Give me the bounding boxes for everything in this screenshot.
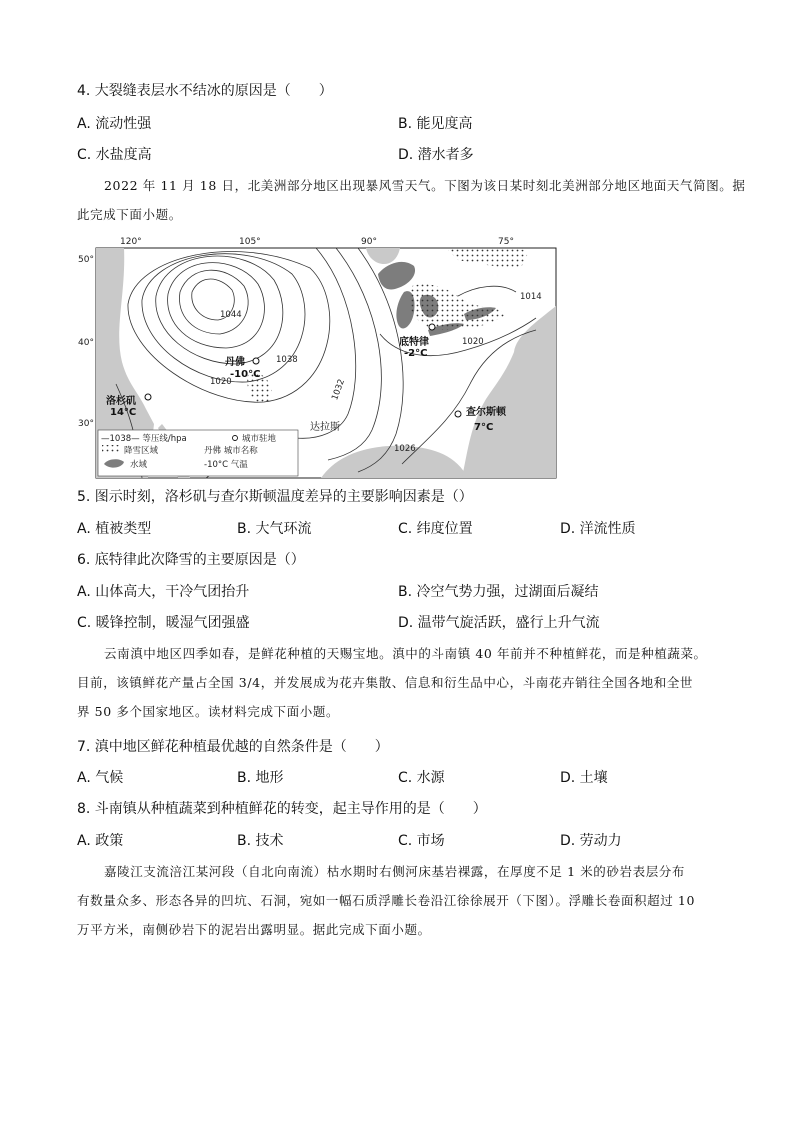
isobar-label-1032: 1032 [330,377,347,402]
passage-fujiang-line-1: 嘉陵江支流涪江某河段（自北向南流）枯水期时右侧河床基岩裸露，在厚度不足 1 米的砂岩表层分布 [104,864,686,879]
q8-option-b: B. 技术 [237,833,284,849]
q5-option-a: A. 植被类型 [77,521,152,537]
city-marker-denver [253,358,259,364]
q7-option-b: B. 地形 [237,770,284,786]
q6-option-d: D. 温带气旋活跃，盛行上升气流 [398,615,600,631]
isobar-label-1014: 1014 [520,292,542,302]
city-temp-charleston: 7°C [474,422,494,433]
q4-option-a: A. 流动性强 [77,116,152,132]
lat-label-40: 40° [78,338,94,348]
q5-stem: 5. 图示时刻，洛杉矶与查尔斯顿温度差异的主要影响因素是（） [77,489,473,505]
isobar-label-1038: 1038 [276,355,298,365]
q5-option-b: B. 大气环流 [237,521,312,537]
passage-weather: 2022 年 11 月 18 日，北美洲部分地区出现暴风雪天气。下图为该日某时刻北美洲部分地区地面天气简图。据此完成下面小题。 [77,178,746,222]
q8-stem: 8. 斗南镇从种植蔬菜到种植鲜花的转变，起主导作用的是（ ） [77,801,487,817]
isobar-label-1044: 1044 [220,310,242,320]
q7-option-a: A. 气候 [77,770,124,786]
weather-map [78,234,558,480]
legend-city-marker [233,436,238,441]
city-name-detroit: 底特律 [399,337,429,348]
q8-option-c: C. 市场 [398,833,445,849]
passage-fujiang [77,857,757,944]
isobar-label-1020-west: 1020 [210,377,232,387]
legend-temp: -10°C 气温 [204,460,248,470]
passage-yunnan-line-2: 目前，该镇鲜花产量占全国 3/4，并发展成为花卉集散、信息和衍生品中心，斗南花卉销往全国各地和全世 [77,675,693,690]
city-name-dallas: 达拉斯 [310,422,340,433]
q6-stem: 6. 底特律此次降雪的主要原因是（） [77,552,305,568]
q6-option-b: B. 冷空气势力强，过湖面后凝结 [398,584,599,600]
q4-option-c: C. 水盐度高 [77,147,152,163]
q7-option-d: D. 土壤 [560,770,608,786]
legend-city-site: 城市驻地 [242,434,277,444]
city-marker-charleston [455,411,461,417]
lon-label-90: 90° [361,237,377,247]
city-name-los-angeles: 洛杉矶 [106,396,136,407]
city-name-charleston: 查尔斯顿 [466,407,506,418]
passage-yunnan [77,639,757,726]
city-marker-los-angeles [145,394,151,400]
lon-label-75: 75° [498,237,514,247]
q5-option-d: D. 洋流性质 [560,521,636,537]
city-temp-denver: -10°C [230,369,261,380]
q6-option-c: C. 暖锋控制，暖湿气团强盛 [77,615,250,631]
lat-label-50: 50° [78,255,94,265]
q5-option-c: C. 纬度位置 [398,521,473,537]
q8-option-d: D. 劳动力 [560,833,622,849]
q4-option-b: B. 能见度高 [398,116,473,132]
passage-fujiang-line-2: 有数量众多、形态各异的凹坑、石洞，宛如一幅石质浮雕长卷沿江徐徐展开（下图）。浮雕长卷面积超过 10 [77,893,696,908]
legend-water: 水域 [130,460,148,470]
isobar-label-1026: 1026 [394,444,416,454]
lat-label-30: 30° [78,419,94,429]
city-marker-detroit [429,324,435,330]
isobar-label-1020-east: 1020 [462,337,484,347]
lon-label-105: 105° [239,237,261,247]
passage-yunnan-line-1: 云南滇中地区四季如春，是鲜花种植的天赐宝地。滇中的斗南镇 40 年前并不种植鲜花，而是种植蔬菜。 [104,646,707,661]
q6-option-a: A. 山体高大，干冷气团抬升 [77,584,250,600]
q7-stem: 7. 滇中地区鲜花种植最优越的自然条件是（ ） [77,739,389,755]
legend-snow-swatch [102,445,120,453]
legend-city-name: 丹佛 城市名称 [204,446,258,456]
q8-option-a: A. 政策 [77,833,124,849]
legend-isobar: —1038— 等压线/hpa [101,434,187,444]
legend-snow: 降雪区域 [124,446,159,456]
passage-yunnan-line-3: 界 50 多个国家地区。读材料完成下面小题。 [77,704,340,719]
city-temp-detroit: -2°C [404,348,428,359]
passage-fujiang-line-3: 万平方米，南侧砂岩下的泥岩出露明显。据此完成下面小题。 [77,922,431,937]
q4-stem: 4. 大裂缝表层水不结冰的原因是（ ） [77,83,333,99]
q7-option-c: C. 水源 [398,770,445,786]
city-name-denver: 丹佛 [225,357,245,368]
q4-option-d: D. 潜水者多 [398,147,474,163]
city-temp-los-angeles: 14°C [110,407,137,418]
lon-label-120: 120° [120,237,142,247]
